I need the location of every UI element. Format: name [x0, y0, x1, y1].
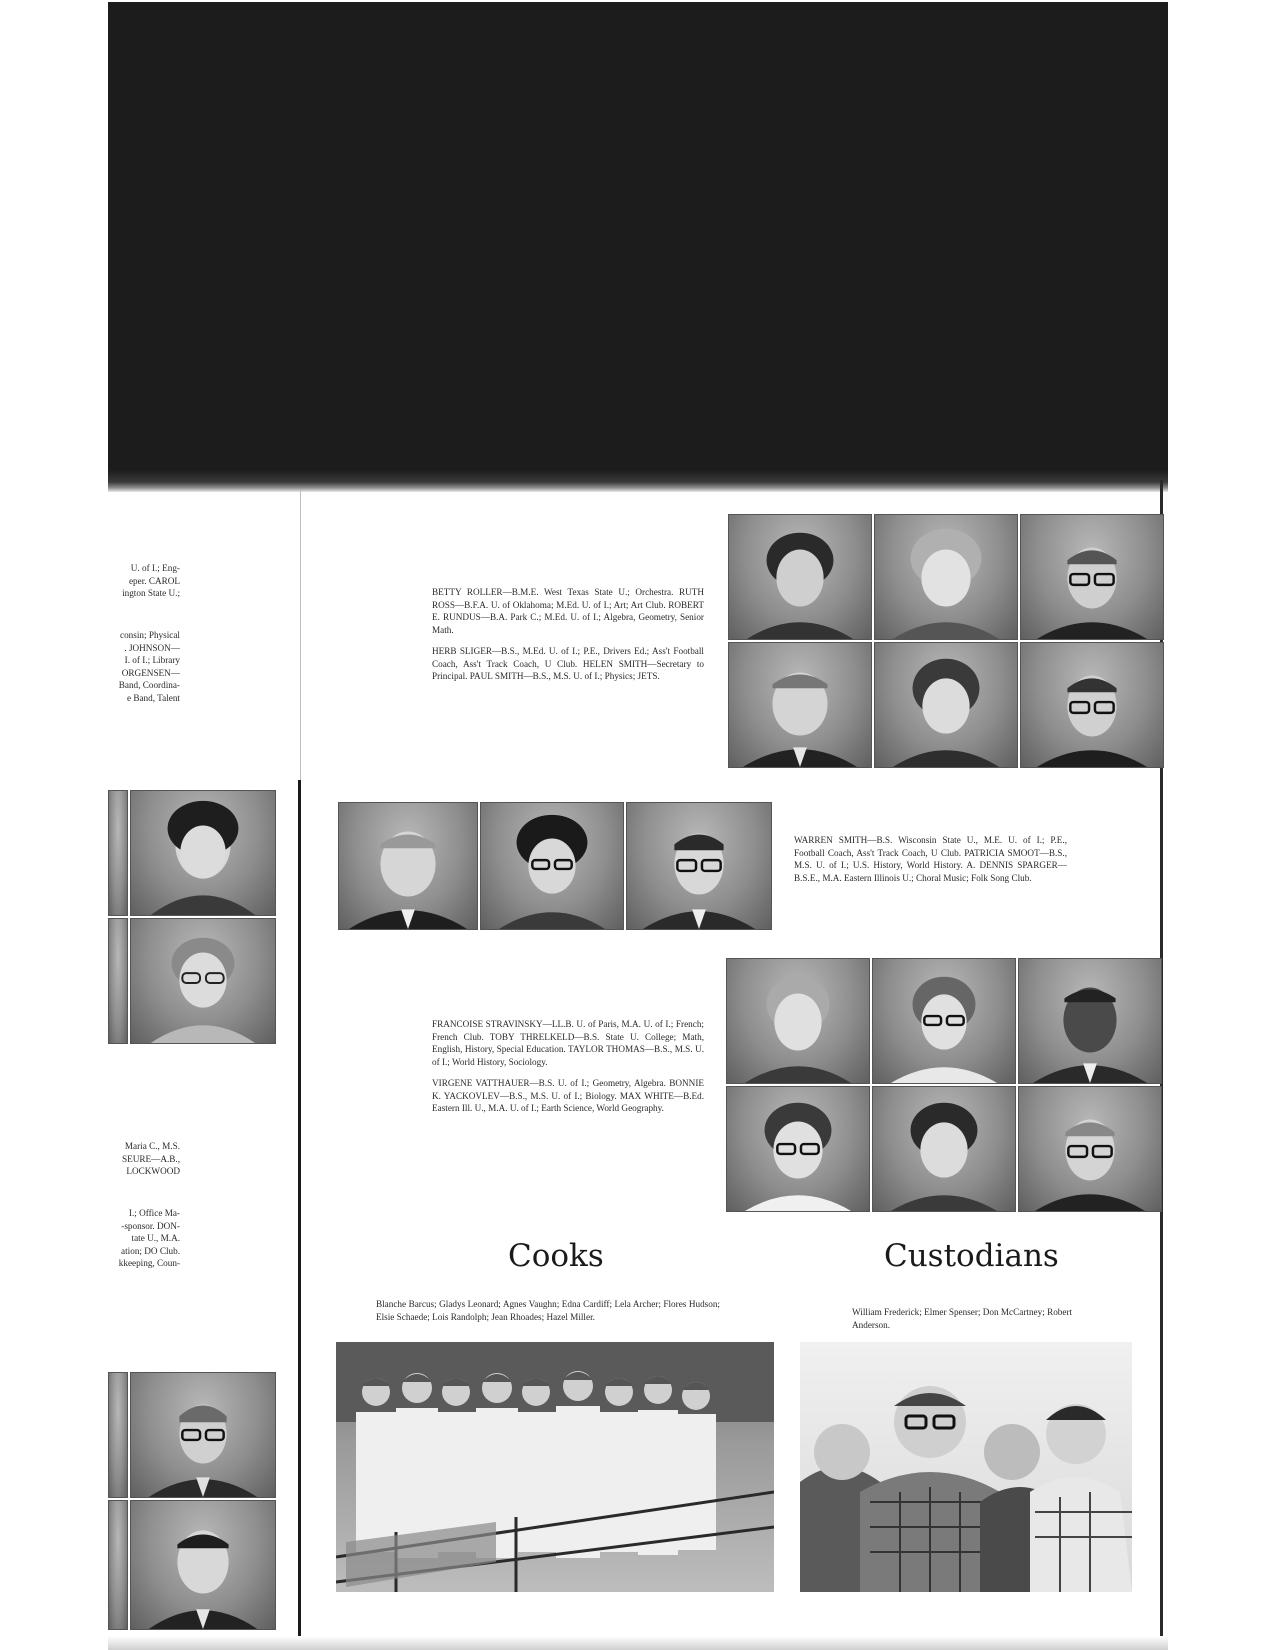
left-text-fragment-2: consin; Physical . JOHNSON— I. of I.; Library ORGENSEN— Band, Coordina- e Band, Talent — [118, 630, 180, 703]
bio-paragraph: BETTY ROLLER—B.M.E. West Texas State U.; Orchestra. RUTH ROSS—B.F.A. U. of Oklahoma; M.Ed. U. of I.; Art; Art Club. ROBERT E. RUNDUS—B.A. Park C.; M.Ed. U. of I.; Algebra, Geometry, Senior Math. — [432, 587, 704, 635]
portrait-photo — [130, 1372, 276, 1498]
portrait-photo — [872, 958, 1016, 1084]
portrait-photo — [130, 1500, 276, 1630]
custodians-names: William Frederick; Elmer Spenser; Don McCartney; Robert Anderson. — [852, 1307, 1073, 1330]
portrait-photo — [728, 514, 872, 640]
portrait-photo — [874, 514, 1018, 640]
custodians-group-photo — [800, 1342, 1132, 1592]
portrait-photo — [872, 1086, 1016, 1212]
faculty-bios-group-2 — [794, 834, 1067, 893]
portrait-photo — [728, 642, 872, 768]
portrait-photo — [1018, 1086, 1162, 1212]
portrait-photo — [108, 918, 128, 1044]
portrait-photo — [1020, 514, 1164, 640]
faculty-bios-group-3 — [432, 1018, 704, 1124]
portrait-photo — [726, 958, 870, 1084]
page-bottom-shadow — [108, 1636, 1168, 1650]
portrait-photo — [108, 1500, 128, 1630]
faculty-bios-group-1 — [432, 586, 704, 692]
cooks-names: Blanche Barcus; Gladys Leonard; Agnes Vaughn; Edna Cardiff; Lela Archer; Flores Hudson; Elsie Schaede; Lois Randolph; Jean Rhoades; Hazel Miller. — [376, 1299, 720, 1322]
page-edge-shadow — [108, 470, 1168, 492]
portrait-photo — [130, 790, 276, 916]
bio-paragraph: HERB SLIGER—B.S., M.Ed. U. of I.; P.E., Drivers Ed.; Ass't Football Coach, Ass't Track Coach, U Club. HELEN SMITH—Secretary to Principal. PAUL SMITH—B.S., M.S. U. of I.; Physics; JETS. — [432, 646, 704, 681]
left-text-fragment-4: I.; Office Ma- -sponsor. DON- tate U., M.A. ation; DO Club. kkeeping, Coun- — [118, 1208, 180, 1268]
bio-paragraph: VIRGENE VATTHAUER—B.S. U. of I.; Geometry, Algebra. BONNIE K. YACKOVLEV—B.S., M.S. U. of I.; Biology. MAX WHITE—B.Ed. Eastern Ill. U., M.A. U. of I.; Earth Science, World Geography. — [432, 1078, 704, 1113]
bio-paragraph: WARREN SMITH—B.S. Wisconsin State U., M.E. U. of I.; P.E., Football Coach, Ass't Track Coach, U Club. PATRICIA SMOOT—B.S., M.S. U. of I.; U.S. History, World History. A. DENNIS SPARGER—B.S.E., M.A. Eastern Illinois U.; Choral Music; Folk Song Club. — [794, 835, 1067, 883]
portrait-photo — [338, 802, 478, 930]
left-text-fragment-1: U. of I.; Eng- eper. CAROL ington State U.; — [122, 563, 180, 598]
bio-paragraph: FRANCOISE STRAVINSKY—LL.B. U. of Paris, M.A. U. of I.; French; French Club. TOBY THRELKELD—B.S. State U. College; Math, English, History, Special Education. TAYLOR THOMAS—B.S., M.S. U. of I.; World History, Sociology. — [432, 1019, 704, 1067]
portrait-photo — [726, 1086, 870, 1212]
portrait-photo — [626, 802, 772, 930]
portrait-photo — [108, 1372, 128, 1498]
portrait-photo — [1020, 642, 1164, 768]
custodians-heading: Custodians — [884, 1238, 1059, 1274]
portrait-photo — [108, 790, 128, 916]
portrait-photo — [1018, 958, 1162, 1084]
portrait-photo — [874, 642, 1018, 768]
portrait-photo — [480, 802, 624, 930]
left-text-fragment-3: Maria C., M.S. SEURE—A.B., LOCKWOOD — [122, 1141, 180, 1176]
book-gutter-upper — [300, 490, 301, 780]
dark-page-overlay — [108, 2, 1168, 490]
cooks-group-photo — [336, 1342, 774, 1592]
cooks-heading: Cooks — [508, 1238, 604, 1274]
book-gutter — [298, 780, 301, 1650]
portrait-photo — [130, 918, 276, 1044]
